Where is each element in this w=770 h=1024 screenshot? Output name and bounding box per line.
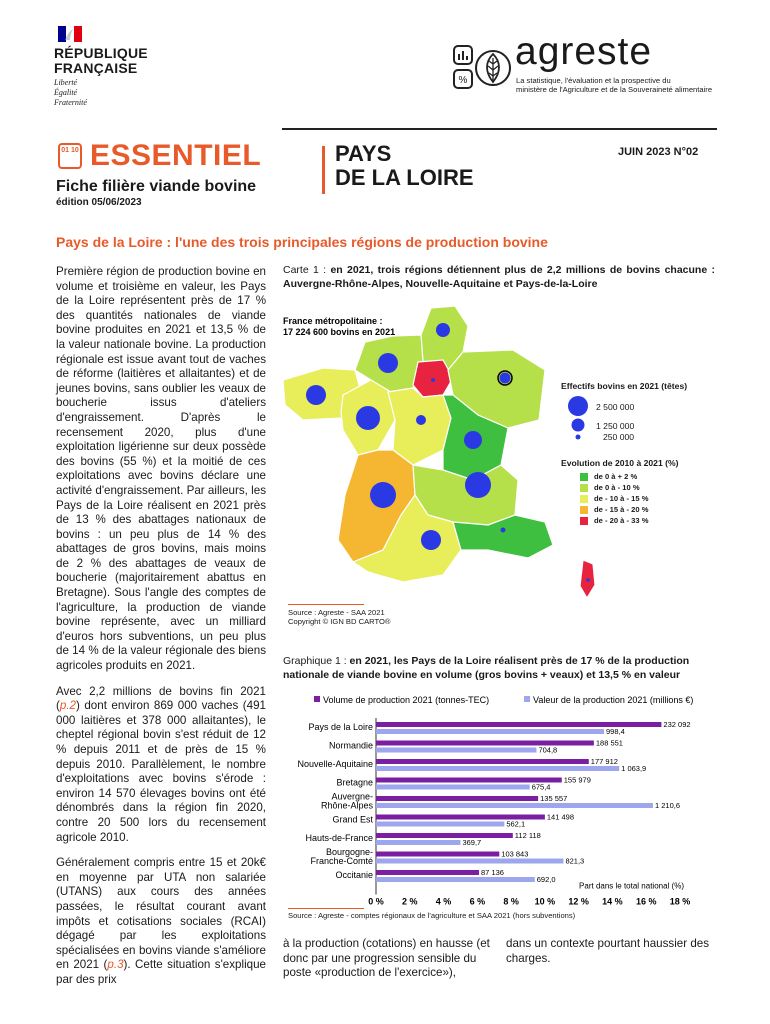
legend-label-3: de - 10 à - 15 %: [594, 494, 649, 503]
x-tick-label: 8 %: [503, 896, 519, 907]
p2-text-b: ) dont environ 869 000 vaches (491 000 laitières et 378 000 allaitantes), le cheptel régional bovin s'est réduit de 12 % depuis 2011 et de près de 15 % depuis 2010. Parallèlement, le nombre d'exploitations avec bovins s'érode : environ 14 570 élevages bovins ont été dénombrés dans la région fin 2020, contre 20 500 lors du recensement agricole 2010.: [56, 699, 266, 844]
issue-date: JUIN 2023 N°02: [618, 146, 699, 158]
rf-motto: [54, 78, 87, 108]
legend-label-5: de - 20 à - 33 %: [594, 516, 649, 525]
bubble-hauts-de-france: [436, 323, 450, 337]
map-caption: [283, 263, 715, 291]
bubble-bretagne: [306, 385, 326, 405]
chart-caption: [283, 654, 715, 682]
page-2-link[interactable]: p.2: [59, 699, 76, 713]
bar-valeur: [376, 803, 653, 808]
x-tick-label: 0 %: [368, 896, 384, 907]
bar-value-label: 1 210,6: [654, 801, 681, 810]
bar-volume: [376, 741, 594, 746]
bubble-nouvelle-aquitaine: [370, 482, 396, 508]
region-title-line2: DE LA LOIRE: [335, 165, 474, 190]
chart-source: Source : Agreste - comptes régionaux de l'agriculture et SAA 2021 (hors subventions): [288, 911, 576, 920]
bar-chart: [280, 692, 720, 907]
bar-value-label: 998,4: [606, 727, 625, 736]
essentiel-title: ESSENTIEL: [90, 139, 262, 172]
bar-value-label: 232 092: [663, 720, 691, 729]
bubble-auvergne-rhone-alpes: [465, 472, 491, 498]
legend-color-item-2: [580, 482, 648, 493]
legend-size-title: Effectifs bovins en 2021 (têtes): [561, 381, 688, 391]
bar-valeur: [376, 822, 504, 827]
x-tick-label: 10 %: [534, 896, 556, 907]
bar-value-label: 1 063,9: [621, 764, 647, 773]
bar-volume: [376, 852, 499, 857]
fiche-title: Fiche filière viande bovine: [56, 178, 257, 195]
paragraph-1: Première région de production bovine en volume et troisième en valeur, les Pays de la Loire représentent près de 17 % des quantités nationales de viande bovine produites en 2021 et 13,5 % de la valeur nationale bovine. La production régionale est issue avant tout de vaches de réforme (laitières et allaitantes) et de jeunes bovins, sans oublier les veaux de boucherie issus d'ateliers d'engraissement. D'après le recensement 2020, plus d'une exploitation ligérienne sur deux possède des bovins (55 %) et la moitié de ces exploitations avec bovins déclare une activité d'engraissement. Par ailleurs, les Pays de la Loire réalisent en 2021 près de 13 % des abattages nationaux de bovins : un peu plus de 14 % des abattages de gros bovins, mais moins de 2 % des abattages de veaux de boucherie (majoritairement abattus en Bretagne). Sous l'angle des comptes de l'agriculture, la production de viande bovine représente, avec un milliard d'euros hors subventions, un peu plus de 14 % de la valeur régionale des biens agricoles produits en 2021.: [56, 265, 266, 673]
legend-series-1: Volume de production 2021 (tonnes-TEC): [323, 695, 490, 705]
agreste-tagline-2: ministère de l'Agriculture et de la Souveraineté alimentaire: [516, 85, 713, 94]
france-label-2: 17 224 600 bovins en 2021: [283, 327, 396, 337]
rf-title-line2: FRANÇAISE: [54, 60, 138, 76]
p3-text-a: Généralement compris entre 15 et 20k€ en moyenne par UTA non salariée (UTANS) aux cours des années passées, le résultat courant avant impôts et cotisations sociales (RCAI) dégagé par les exploitations spécialisées en bovins viande s'améliore en 2021 (: [56, 856, 266, 972]
bubble-centre: [416, 415, 426, 425]
far-right-bottom-text: dans un contexte pourtant haussier des charges.: [506, 937, 710, 965]
bar-value-label: 103 843: [501, 849, 529, 859]
x-tick-label: 4 %: [435, 896, 452, 907]
legend-color-list: [580, 471, 648, 526]
x-tick-label: 18 %: [669, 896, 691, 907]
category-label: Nouvelle-Aquitaine: [297, 759, 373, 769]
agreste-tagline-1: La statistique, l'évaluation et la prospective du: [516, 76, 671, 85]
map-caption-bold: en 2021, trois régions détiennent plus de 2,2 millions de bovins chacune : Auvergne-Rhône-Alpes, Nouvelle-Aquitaine et Pays-de-la-Loire: [283, 264, 716, 290]
legend-swatch-4: [580, 506, 588, 514]
legend-size-2: 1 250 000: [596, 421, 635, 431]
paragraph-2: [56, 685, 266, 846]
legend-swatch-series-2: [524, 696, 530, 702]
category-label: Hauts-de-France: [305, 833, 373, 843]
x-tick-label: 6 %: [469, 896, 486, 907]
header-divider: [282, 128, 717, 130]
bar-value-label: 704,8: [538, 745, 558, 755]
paragraph-3: [56, 856, 266, 987]
france-label-1: France métropolitaine :: [283, 316, 383, 326]
motto-fraternite: Fraternité: [54, 98, 87, 107]
bar-value-label: 87 136: [481, 868, 504, 877]
bar-volume: [376, 759, 589, 764]
category-label: Grand Est: [332, 814, 373, 825]
legend-circle-medium: [572, 419, 585, 432]
legend-swatch-series-1: [314, 696, 320, 702]
category-label: Occitanie: [335, 870, 373, 880]
bar-value-label: 821,3: [565, 856, 585, 866]
bubble-normandie: [378, 353, 398, 373]
bar-valeur: [376, 766, 619, 771]
category-label: Pays de la Loire: [308, 722, 373, 732]
marianne-logo-icon: [58, 26, 82, 42]
category-label: Bretagne: [336, 777, 373, 788]
map-source-1: Source : Agreste - SAA 2021: [288, 608, 385, 617]
motto-liberte: Liberté: [54, 78, 78, 87]
legend-swatch-3: [580, 495, 588, 503]
bubble-bourgogne: [464, 431, 482, 449]
legend-series-2: Valeur de la production 2021 (millions €): [533, 695, 694, 705]
bubble-pays-de-la-loire: [356, 406, 380, 430]
page-3-link[interactable]: p.3: [107, 958, 124, 972]
motto-egalite: Égalité: [54, 88, 78, 97]
legend-size-3: 250 000: [603, 432, 635, 442]
legend-size-circles: [566, 394, 596, 444]
legend-label-1: de 0 à + 2 %: [594, 472, 638, 481]
bar-value-label: 692,0: [536, 875, 556, 884]
left-column: [56, 265, 266, 999]
x-tick-label: 2 %: [402, 896, 418, 907]
legend-label-2: de 0 à - 10 %: [594, 483, 640, 492]
bar-valeur: [376, 840, 460, 845]
bar-value-label: 135 557: [540, 794, 568, 803]
bar-valeur: [376, 729, 604, 734]
bar-value-label: 675,4: [531, 782, 551, 792]
bubble-grand-est-inner: [500, 373, 511, 384]
legend-color-title: Evolution de 2010 à 2021 (%): [561, 458, 679, 468]
edition-date: édition 05/06/2023: [56, 197, 142, 208]
agreste-wordmark: agreste: [515, 30, 653, 73]
bar-value-label: 369,7: [462, 838, 482, 847]
region-title-line1: PAYS: [335, 141, 392, 166]
legend-label-4: de - 15 à - 20 %: [594, 505, 649, 514]
p3-text-b: ). Cette situation s'explique par des prix: [56, 958, 266, 986]
category-label: Bourgogne-: [325, 847, 373, 857]
category-label: Franche-Comté: [310, 856, 373, 866]
legend-size-1: 2 500 000: [596, 402, 635, 412]
bar-value-label: 141 498: [546, 812, 575, 822]
republique-francaise-title: [54, 46, 148, 76]
chart-source-rule: [288, 908, 364, 909]
rf-title-line1: RÉPUBLIQUE: [54, 45, 148, 61]
x-tick-label: 12 %: [568, 896, 589, 907]
region-accent-bar: [322, 146, 325, 194]
category-label: Auvergne-: [331, 791, 373, 802]
legend-swatch-1: [580, 473, 588, 481]
bar-valeur: [376, 748, 536, 753]
map-source-rule: [288, 604, 364, 605]
chart-caption-bold: en 2021, les Pays de la Loire réalisent près de 17 % de la production nationale de viande bovine en volume (gros bovins + veaux) et 13,5 % en valeur: [283, 655, 690, 681]
bar-value-label: 155 979: [563, 775, 591, 785]
legend-circle-large: [568, 396, 588, 416]
bubble-paca: [501, 528, 506, 533]
bubble-occitanie: [421, 530, 441, 550]
bubble-corse: [586, 578, 590, 582]
agreste-tagline: [516, 76, 726, 94]
right-bottom-text: à la production (cotations) en hausse (et donc par une progression sensible du poste «production de l'exercice»),: [283, 937, 490, 980]
bar-valeur: [376, 785, 530, 790]
legend-swatch-5: [580, 517, 588, 525]
category-label: Rhône-Alpes: [320, 800, 373, 811]
x-axis-label: Part dans le total national (%): [579, 881, 684, 891]
bar-value-label: 112 118: [514, 831, 541, 840]
legend-color-item-4: [580, 504, 648, 515]
legend-color-item-5: [580, 515, 648, 526]
bubble-ile-de-france: [431, 378, 435, 382]
x-tick-label: 14 %: [602, 896, 623, 907]
p2-text-a: Avec 2,2 millions de bovins fin 2021 (: [56, 684, 266, 713]
map-source: [288, 608, 390, 626]
essentiel-icon: 01 10: [58, 143, 82, 169]
bar-value-label: 177 912: [590, 757, 618, 766]
legend-color-item-3: [580, 493, 648, 504]
bar-volume: [376, 796, 538, 801]
category-label: Normandie: [328, 740, 373, 751]
headline: Pays de la Loire : l'une des trois principales régions de production bovine: [56, 234, 548, 250]
legend-swatch-2: [580, 484, 588, 492]
bar-volume: [376, 833, 513, 838]
map-caption-prefix: Carte 1 :: [283, 264, 331, 276]
bar-value-label: 188 551: [595, 738, 623, 748]
x-tick-label: 16 %: [635, 896, 657, 907]
agreste-logo-icon: [452, 44, 512, 92]
legend-color-item-1: [580, 471, 648, 482]
bar-value-label: 562,1: [506, 819, 526, 829]
france-map: [283, 300, 713, 600]
legend-circle-small: [576, 435, 581, 440]
chart-caption-prefix: Graphique 1 :: [283, 655, 350, 667]
region-title: [335, 142, 474, 190]
svg-text:%: %: [458, 75, 468, 86]
bar-valeur: [376, 877, 535, 882]
bar-volume: [376, 870, 479, 875]
map-source-2: Copyright © IGN BD CARTO®: [288, 617, 391, 626]
bar-valeur: [376, 859, 563, 864]
